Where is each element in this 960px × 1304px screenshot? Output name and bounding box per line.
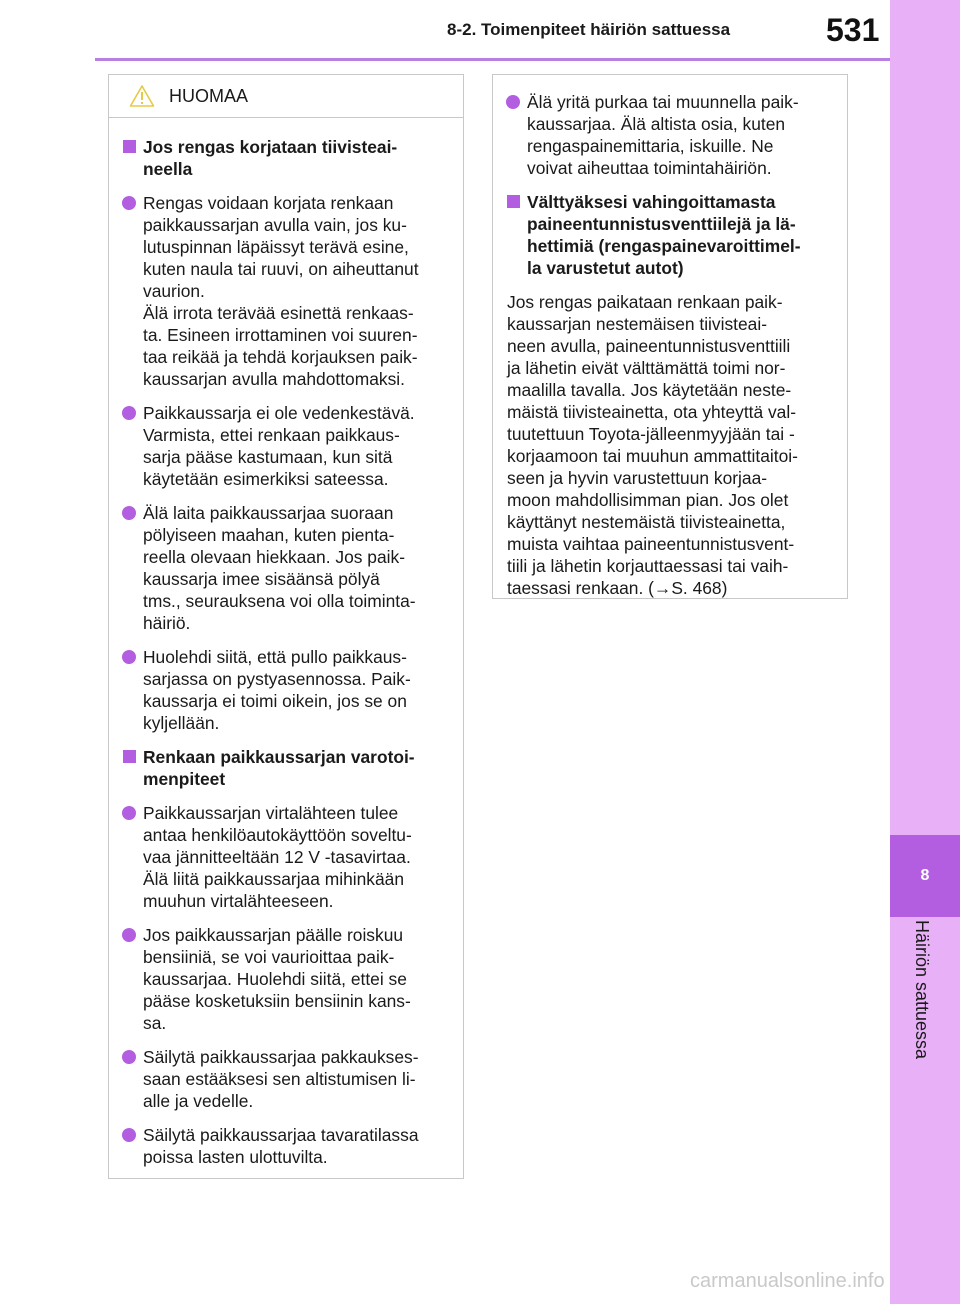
footer-watermark: carmanualsonline.info bbox=[690, 1270, 885, 1292]
item-text: Jos rengas korjataan tiivisteai- neella bbox=[143, 137, 398, 179]
notice-header bbox=[109, 75, 463, 118]
square-bullet-icon bbox=[507, 195, 520, 208]
side-tab-strip bbox=[890, 0, 960, 1304]
chapter-number: 8 bbox=[920, 867, 930, 884]
notice-box-left bbox=[108, 74, 464, 1179]
bullet-item bbox=[117, 402, 449, 490]
bullet-item bbox=[117, 924, 449, 1034]
item-text: Säilytä paikkaussarjaa pakkaukses- saan estääksesi sen altistumisen li- alle ja vedelle. bbox=[143, 1047, 419, 1111]
bullet-item bbox=[117, 646, 449, 734]
bullet-item bbox=[117, 1124, 449, 1168]
square-bullet-icon bbox=[123, 750, 136, 763]
item-text: Renkaan paikkaussarjan varotoi- menpiteet bbox=[143, 747, 415, 789]
item-text: Älä yritä purkaa tai muunnella paik- kaussarjaa. Älä altista osia, kuten rengaspainemittaria, iskuille. Ne voivat aiheuttaa toimintahäiriön. bbox=[527, 92, 799, 178]
item-text: Jos paikkaussarjan päälle roiskuu bensiiniä, se voi vaurioittaa paik- kaussarjaa. Huolehdi siitä, ettei se pääse kosketuksiin bensiinin kans- sa. bbox=[143, 925, 411, 1033]
bullet-item bbox=[117, 1046, 449, 1112]
dot-bullet-icon bbox=[122, 1128, 136, 1142]
item-text: Rengas voidaan korjata renkaan paikkaussarjan avulla vain, jos ku- lutuspinnan läpäissyt terävä esine, kuten naula tai ruuvi, on aiheuttanut vaurion. Älä irrota terävää esinettä renkaas- ta. Esineen irrottaminen voi suuren- taa reikää ja tehdä korjauksen paik- kaussarjan avulla mahdottomaksi. bbox=[143, 193, 419, 389]
paragraph bbox=[501, 291, 833, 599]
warning-triangle-icon bbox=[129, 84, 155, 108]
page-number: 531 bbox=[826, 12, 880, 48]
section-title: 8-2. Toimenpiteet häiriön sattuessa bbox=[447, 20, 731, 39]
subheading bbox=[117, 746, 449, 790]
bullet-item bbox=[117, 802, 449, 912]
dot-bullet-icon bbox=[506, 95, 520, 109]
header-rule bbox=[95, 58, 890, 61]
bullet-item bbox=[117, 502, 449, 634]
dot-bullet-icon bbox=[122, 406, 136, 420]
item-text: Älä laita paikkaussarjaa suoraan pölyiseen maahan, kuten pienta- reella olevaan hiekkaan. Jos paik- kaussarja imee sisäänsä pölyä tms., seurauksena voi olla toiminta- häiriö. bbox=[143, 503, 416, 633]
dot-bullet-icon bbox=[122, 806, 136, 820]
notice-title: HUOMAA bbox=[169, 85, 249, 106]
item-text: Huolehdi siitä, että pullo paikkaus- sarjassa on pystyasennossa. Paik- kaussarja ei toimi oikein, jos se on kyljellään. bbox=[143, 647, 411, 733]
subheading bbox=[501, 191, 833, 279]
dot-bullet-icon bbox=[122, 928, 136, 942]
bullet-item bbox=[501, 91, 833, 179]
dot-bullet-icon bbox=[122, 650, 136, 664]
item-text: Säilytä paikkaussarjaa tavaratilassa poissa lasten ulottuvilta. bbox=[143, 1125, 419, 1167]
bullet-item bbox=[117, 192, 449, 390]
notice-content-right bbox=[493, 75, 847, 599]
subheading bbox=[117, 136, 449, 180]
item-text: Paikkaussarjan virtalähteen tulee antaa henkilöautokäyttöön soveltu- vaa jännitteeltään 12 V -tasavirtaa. Älä liitä paikkaussarjaa mihinkään muuhun virtalähteeseen. bbox=[143, 803, 412, 911]
chapter-label: Häiriön sattuessa bbox=[912, 920, 932, 1060]
dot-bullet-icon bbox=[122, 1050, 136, 1064]
chapter-number-tab[interactable] bbox=[890, 835, 960, 917]
item-text: Paikkaussarja ei ole vedenkestävä. Varmista, ettei renkaan paikkaus- sarja pääse kastumaan, kun sitä käytetään esimerkiksi sateessa. bbox=[143, 403, 415, 489]
dot-bullet-icon bbox=[122, 196, 136, 210]
notice-box-right bbox=[492, 74, 848, 599]
item-text: Välttyäksesi vahingoittamasta paineentunnistusventtiilejä ja lä- hettimiä (rengaspainevaroittimel- la varustetut autot) bbox=[527, 192, 801, 278]
square-bullet-icon bbox=[123, 140, 136, 153]
notice-content-left bbox=[109, 118, 463, 1168]
dot-bullet-icon bbox=[122, 506, 136, 520]
item-text: Jos rengas paikataan renkaan paik- kaussarjan nestemäisen tiivisteai- neen avulla, paineentunnistusventtiili ja lähetin eivät välttämättä toimi nor- maalilla tavalla. Jos käytetään neste- mäistä tiivisteainetta, ota yhteyttä val- tuutettuun Toyota-jälleenmyyjään tai - korjaamoon tai muuhun ammattitaitoi- seen ja hyvin varustettuun korjaa- moon mahdollisimman pian. Jos olet käyttänyt nestemäistä tiivisteainetta, muista vaihtaa paineentunnistusvent- tiili ja lähetin korjauttaessasi tai vaih- taessasi renkaan. (→S. 468) bbox=[507, 292, 798, 598]
